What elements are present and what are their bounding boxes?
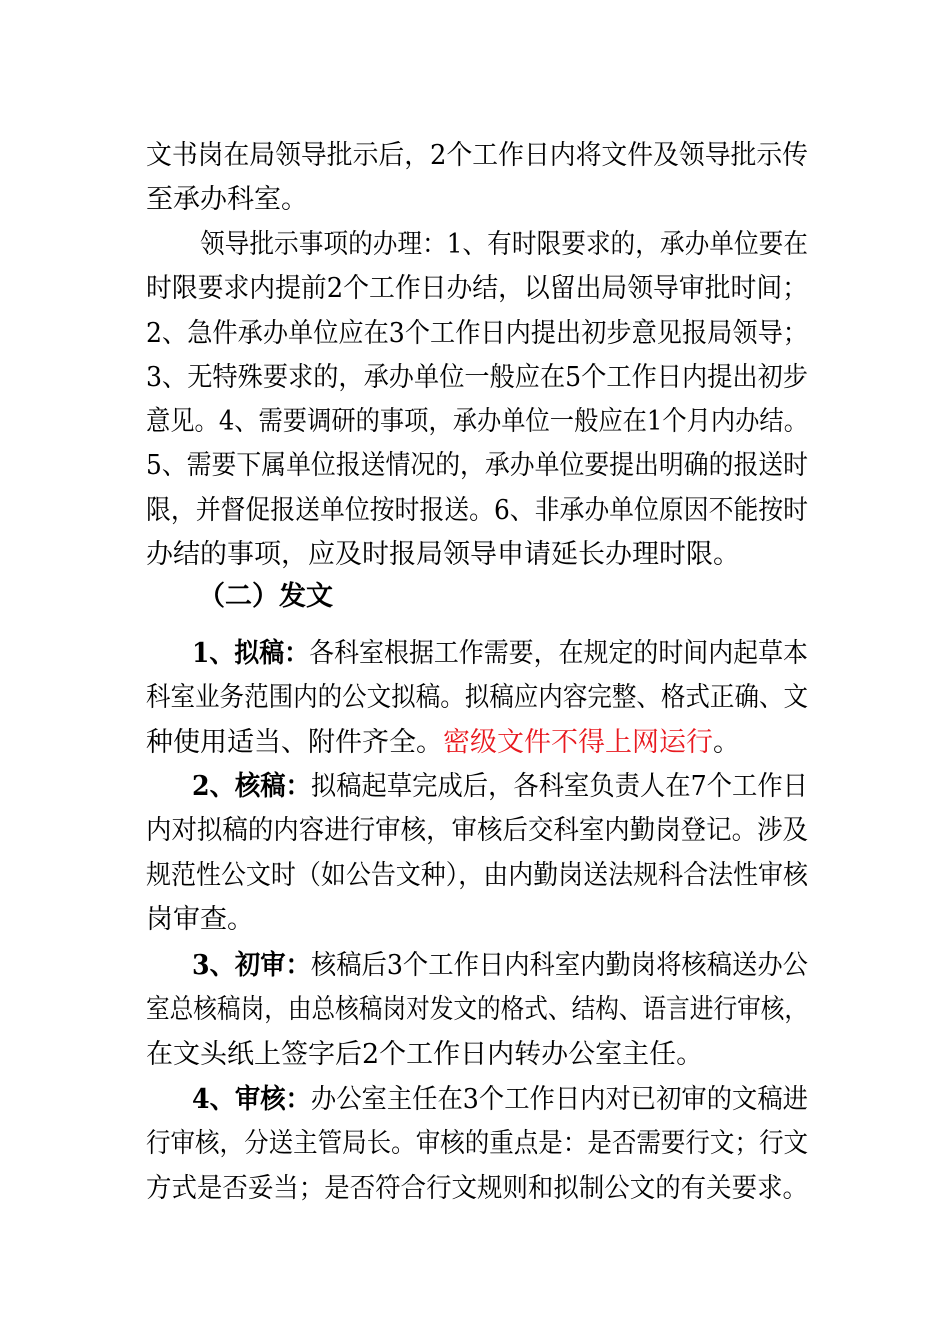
text-span: 办公室主任在3个工作日内对已初审的文稿进 xyxy=(310,1084,808,1115)
text-line: 领导批示事项的办理：1、有时限要求的，承办单位要在 xyxy=(200,229,808,260)
text-line: 3、无特殊要求的，承办单位一般应在5个工作日内提出初步 xyxy=(146,361,808,393)
text-span: 。 xyxy=(713,726,740,758)
paragraph-transfer-instructions xyxy=(146,134,808,223)
text-span: 各科室根据工作需要，在规定的时间内起草本 xyxy=(309,638,808,669)
paragraph-audit xyxy=(146,1078,808,1211)
text-line: 室总核稿岗，由总核稿岗对发文的格式、结构、语言进行审核， xyxy=(146,994,809,1026)
item-lead-preliminary: 3、初审： xyxy=(192,950,311,981)
paragraph-review-draft xyxy=(146,765,808,942)
text-line: 在文头纸上签字后2个工作日内转办公室主任。 xyxy=(146,1038,704,1070)
section-heading-outgoing-documents: （二）发文 xyxy=(198,581,333,612)
item-lead-audit: 4、审核： xyxy=(192,1084,311,1115)
text-line: 内对拟稿的内容进行审核，审核后交科室内勤岗登记。涉及 xyxy=(146,815,808,847)
text-line: 规范性公文时（如公告文种），由内勤岗送法规科合法性审核 xyxy=(146,859,808,891)
text-span: 核稿后3个工作日内科室内勤岗将核稿送办公 xyxy=(310,950,808,981)
text-line: 至承办科室。 xyxy=(146,184,308,216)
text-line: 5、需要下属单位报送情况的，承办单位要提出明确的报送时 xyxy=(146,450,809,482)
paragraph-instruction-handling xyxy=(146,223,808,577)
highlighted-warning-text: 密级文件不得上网运行 xyxy=(443,726,713,758)
text-line: 时限要求内提前2个工作日办结，以留出局领导审批时间； xyxy=(146,273,809,305)
text-line xyxy=(146,1078,808,1122)
text-line: 意见。4、需要调研的事项，承办单位一般应在1个月内办结。 xyxy=(146,406,808,438)
text-line xyxy=(146,632,808,676)
text-line: 2、急件承办单位应在3个工作日内提出初步意见报局领导； xyxy=(146,317,808,349)
item-lead-review: 2、核稿： xyxy=(192,771,311,802)
text-line xyxy=(146,944,808,988)
item-lead-drafting: 1、拟稿： xyxy=(192,638,310,669)
text-line xyxy=(146,765,808,809)
text-line: 方式是否妥当；是否符合行文规则和拟制公文的有关要求。 xyxy=(146,1172,808,1204)
paragraph-preliminary-review xyxy=(146,944,808,1077)
text-line: 行审核，分送主管局长。审核的重点是：是否需要行文；行文 xyxy=(146,1128,809,1160)
text-line: 限，并督促报送单位按时报送。6、非承办单位原因不能按时 xyxy=(146,494,809,526)
text-line: 科室业务范围内的公文拟稿。拟稿应内容完整、格式正确、文 xyxy=(146,682,809,714)
text-line xyxy=(146,721,808,765)
text-line: 文书岗在局领导批示后，2个工作日内将文件及领导批示传 xyxy=(146,140,809,171)
text-span: 种使用适当、附件齐全。 xyxy=(146,726,443,758)
text-line: 岗审查。 xyxy=(146,903,254,935)
text-line: 办结的事项，应及时报局领导申请延长办理时限。 xyxy=(146,539,740,571)
text-span: 拟稿起草完成后，各科室负责人在7个工作日 xyxy=(310,771,808,802)
paragraph-drafting xyxy=(146,632,808,765)
